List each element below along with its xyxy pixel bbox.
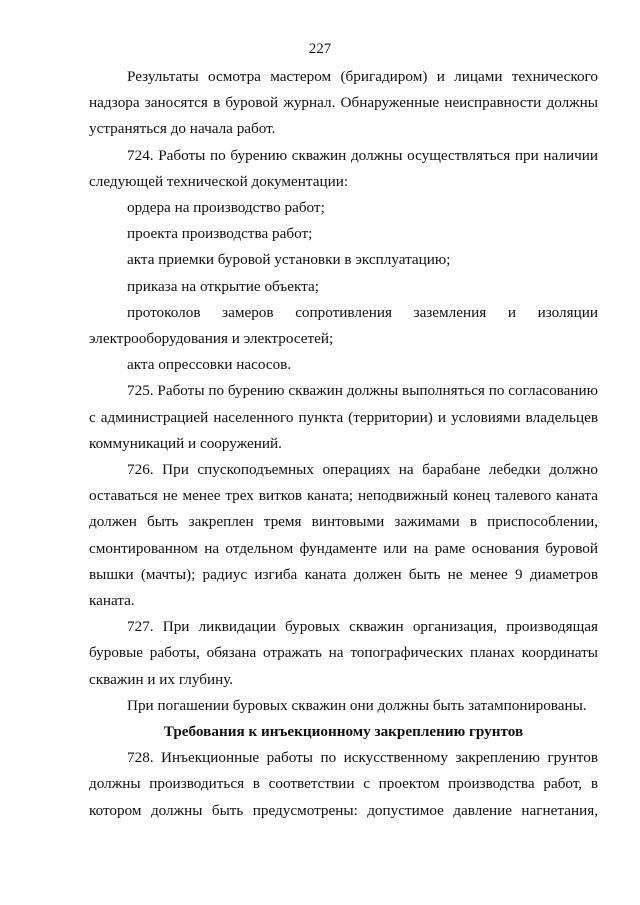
section-heading: Требования к инъекционному закреплению грунтов [163,723,524,741]
paragraph-inspection-results: Результаты осмотра мастером (бригадиром) и лицами технического надзора заносятся в буровой журнал. Обнаруженные неисправности должны устраняться до начала работ. [89,68,598,138]
list-item-opening-order: приказа на открытие объекта; [127,277,319,295]
paragraph-724: 724. Работы по бурению скважин должны осуществляться при наличии следующей технической документации: [89,146,598,190]
list-item-pump-pressure-test: акта опрессовки насосов. [127,356,292,374]
page-number: 227 [308,41,332,57]
paragraph-727: 727. При ликвидации буровых скважин организация, производящая буровые работы, обязана отражать на топографических планах координаты скважин и их глубину. [89,618,598,688]
paragraph-725: 725. Работы по бурению скважин должны выполняться по согласованию с администрацией населенного пункта (территории) и условиями владельцев коммуникаций и сооружений. [89,382,598,452]
list-item-work-orders: ордера на производство работ; [127,199,325,217]
paragraph-plugging: При погашении буровых скважин они должны быть затампонированы. [127,696,587,714]
document-body [89,64,598,824]
paragraph-728: 728. Инъекционные работы по искусственному закреплению грунтов должны производиться в соответствии с проектом производства работ, в котором должны быть предусмотрены: допустимое давление нагнетания, [89,749,598,819]
list-item-acceptance-act: акта приемки буровой установки в эксплуатацию; [127,251,451,269]
paragraph-726: 726. При спускоподъемных операциях на барабане лебедки должно оставаться не менее трех витков каната; неподвижный конец талевого каната должен быть закреплен тремя винтовыми зажимами в приспособлении, смонтированном на отдельном фундаменте или на раме основания буровой вышки (мачты); радиус изгиба каната должен быть не менее 9 диаметров каната. [89,461,598,610]
list-item-work-project: проекта производства работ; [127,225,313,243]
list-item-measurement-protocols: протоколов замеров сопротивления заземления и изоляции электрооборудования и электросетей; [89,303,598,348]
